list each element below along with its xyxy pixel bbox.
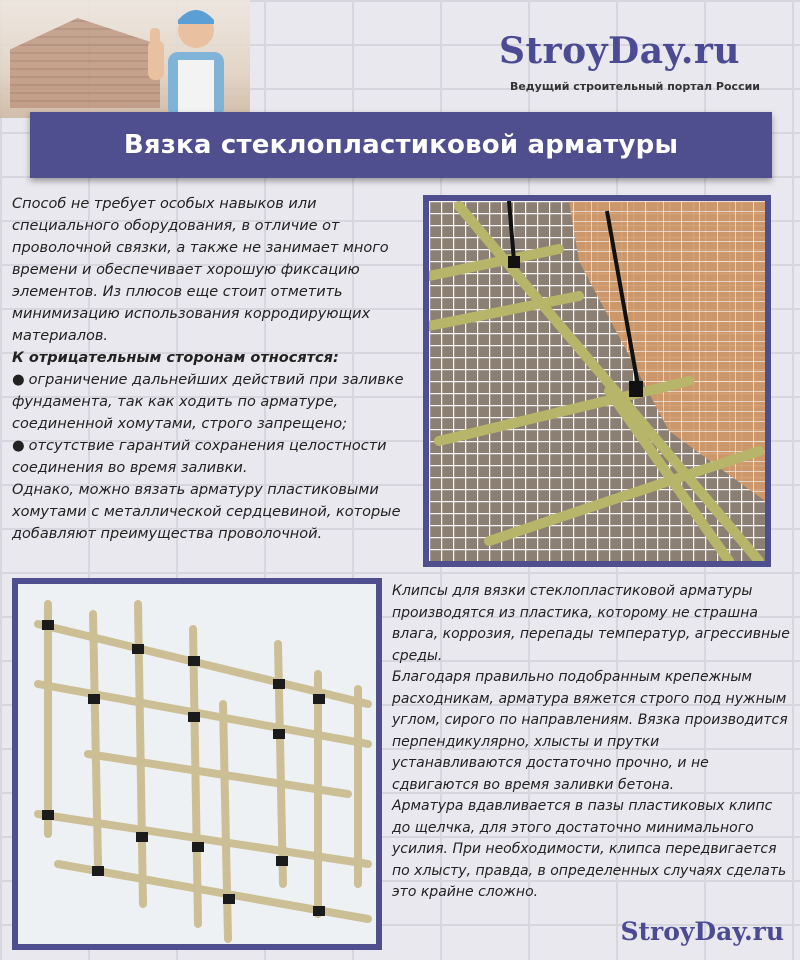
bullet-icon: ●: [12, 438, 25, 454]
site-tagline: Ведущий строительный портал России: [509, 80, 760, 93]
cons-bullet-1: ● ограничение дальнейших действий при заливке фундамента, так как ходить по арматуре, соединенной хомутами, строго запрещено;: [12, 372, 404, 432]
house-roof: [10, 18, 160, 108]
cons-heading: К отрицательным сторонам относятся:: [12, 350, 339, 366]
intro-paragraph: Способ не требует особых навыков или специального оборудования, в отличие от проволочной связки, а также не занимает много времени и обеспечивает хорошую фиксацию элементов. Из плюсов еще стоит отметить минимизацию использования корродирующих материалов.: [12, 196, 389, 344]
clips-paragraph-3: Арматура вдавливается в пазы пластиковых клипс до щелчка, для этого достаточно минимального усилия. При необходимости, клипса передвигается по хлысту, правда, в определенных случаях сделать это крайне сложно.: [392, 798, 787, 900]
rebar-zip-tie-photo: [423, 195, 771, 567]
page-title: Вязка стеклопластиковой арматуры: [123, 130, 679, 160]
intro-text: [12, 193, 412, 545]
title-banner: [30, 112, 772, 178]
site-logo[interactable]: StroyDay.ru: [498, 30, 740, 72]
clips-paragraph-2: Благодаря правильно подобранным крепежным расходникам, арматура вяжется строго под нужным углом, сирого по направлениям. Вязка производится перпендикулярно, хлысты и прутки устанавливаются достаточно прочно, и не сдвигаются во время заливки бетона.: [392, 669, 788, 793]
footer-logo[interactable]: StroyDay.ru: [620, 917, 784, 946]
cons-bullet-2: ● отсутствие гарантий сохранения целостности соединения во время заливки.: [12, 438, 387, 476]
clips-paragraph-1: Клипсы для вязки стеклопластиковой арматуры производятся из пластика, которому не страшна влага, коррозия, перепады температур, агрессивные среды.: [392, 583, 790, 664]
clips-text: [392, 581, 792, 904]
closing-paragraph: Однако, можно вязать арматуру пластиковыми хомутами с металлической сердцевиной, которые добавляют преимущества проволочной.: [12, 482, 401, 542]
rebar-cage-clips-photo: [12, 578, 382, 950]
worker-illustration: [140, 0, 250, 118]
header: [0, 0, 800, 118]
bullet-icon: ●: [12, 372, 25, 388]
